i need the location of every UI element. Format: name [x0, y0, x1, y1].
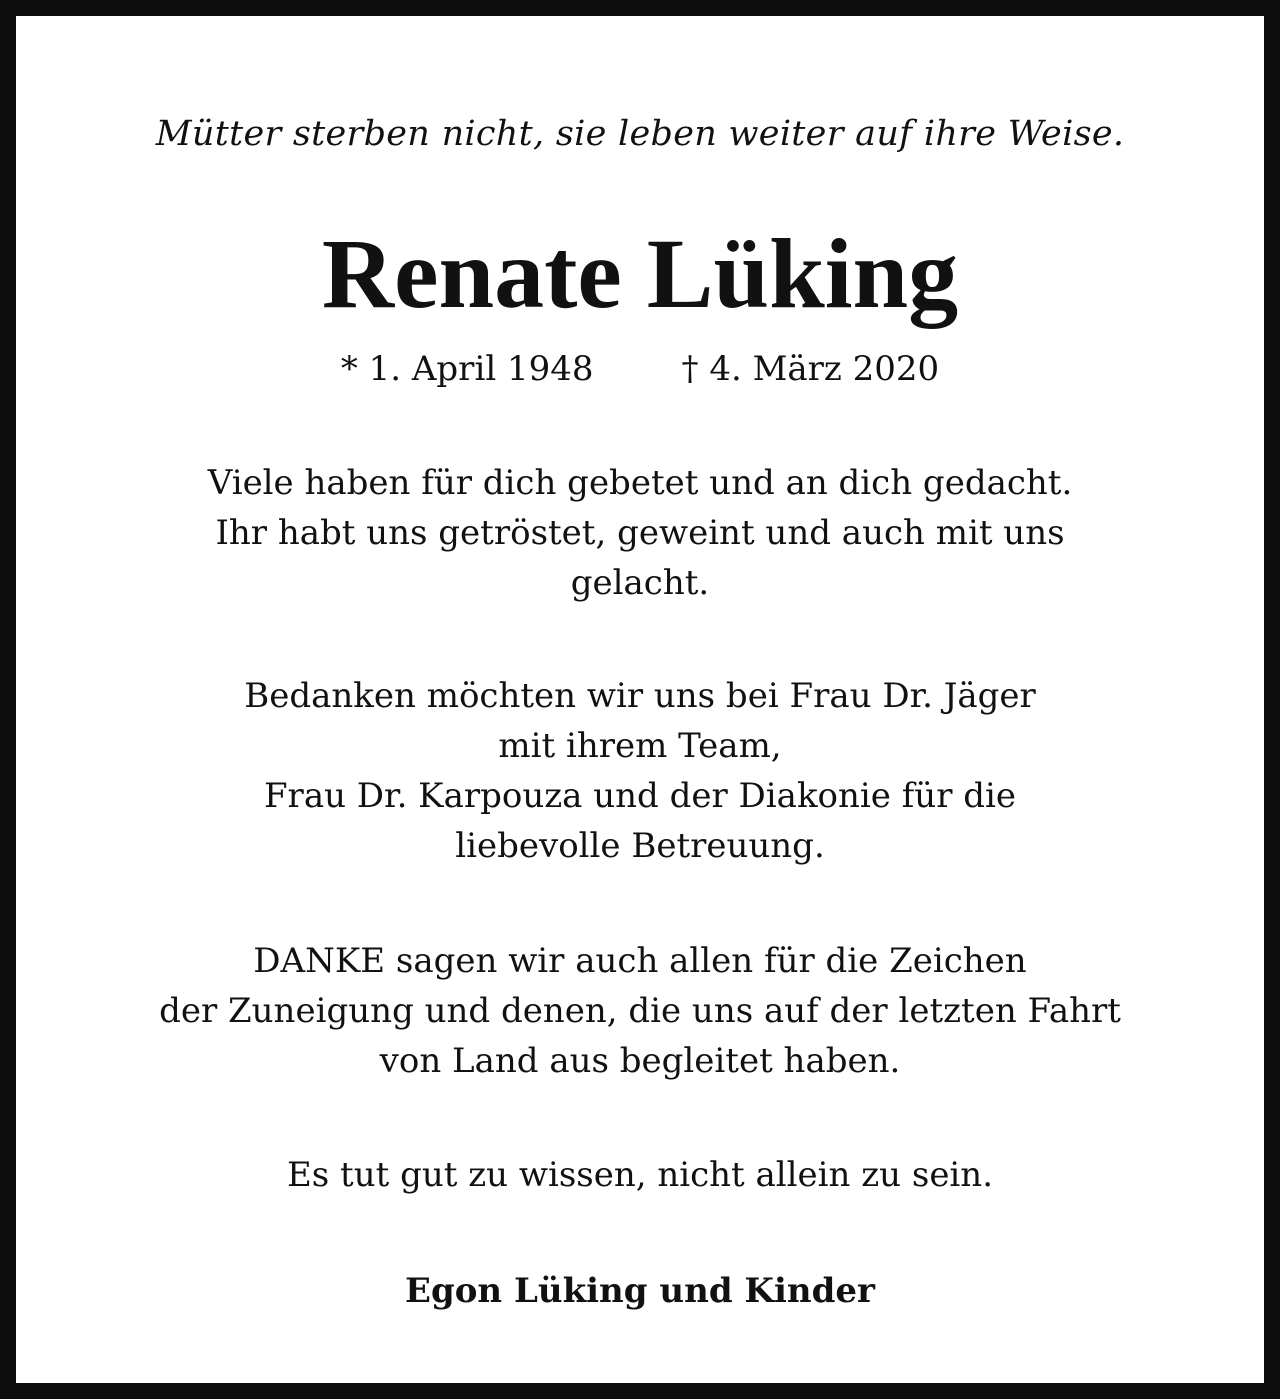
text-line: Ihr habt uns getröstet, geweint und auch mit uns — [215, 513, 1065, 553]
text-line: von Land aus begleitet haben. — [379, 1041, 901, 1081]
text-line: Es tut gut zu wissen, nicht allein zu sein. — [286, 1155, 994, 1195]
text-line: Frau Dr. Karpouza und der Diakonie für die — [263, 776, 1017, 816]
birth-date: * 1. April 1948 — [340, 349, 594, 389]
signature: Egon Lüking und Kinder — [405, 1271, 875, 1311]
death-date: † 4. März 2020 — [681, 349, 940, 389]
paragraph-closing — [16, 1150, 1264, 1200]
life-dates — [16, 348, 1264, 390]
text-line: mit ihrem Team, — [498, 726, 782, 766]
deceased-name: Renate Lüking — [321, 218, 959, 329]
text-line: der Zuneigung und denen, die uns auf der letzten Fahrt — [159, 991, 1121, 1031]
text-line: DANKE sagen wir auch allen für die Zeichen — [253, 941, 1027, 981]
paragraph-prayers — [16, 458, 1264, 608]
text-line: gelacht. — [570, 563, 710, 603]
paragraph-thanks-care — [16, 671, 1264, 871]
motto-quote: Mütter sterben nicht, sie leben weiter auf ihre Weise. — [155, 114, 1125, 154]
paragraph-danke — [16, 936, 1264, 1086]
text-line: Bedanken möchten wir uns bei Frau Dr. Jäger — [244, 676, 1036, 716]
text-line: Viele haben für dich gebetet und an dich gedacht. — [207, 463, 1073, 503]
text-line: liebevolle Betreuung. — [455, 826, 825, 866]
